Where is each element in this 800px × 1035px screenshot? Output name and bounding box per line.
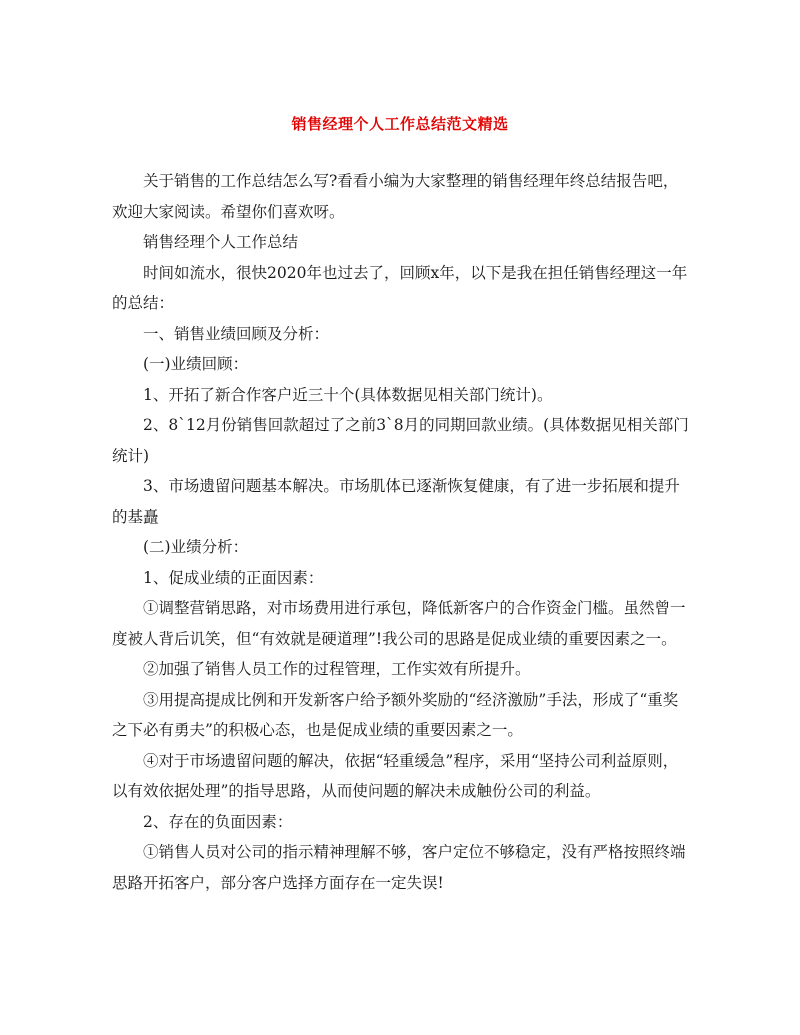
list-item: 3、市场遗留问题基本解决。市场肌体已逐渐恢复健康，有了进一步拓展和提升的基矗 (112, 477, 680, 526)
list-item: ①销售人员对公司的指示精神理解不够，客户定位不够稳定，没有严格按照终端思路开拓客户，部分客户选择方面存在一定失误! (112, 843, 686, 892)
list-item: ②加强了销售人员工作的过程管理，工作实效有所提升。 (143, 660, 531, 678)
list-heading: 2、存在的负面因素： (143, 812, 293, 831)
list-item: ④对于市场遗留问题的解决，依据“轻重缓急”程序，采用“坚持公司利益原则，以有效依据处理”的指导思路，从而使问题的解决未成触份公司的利益。 (112, 751, 679, 800)
list-heading: 1、促成业绩的正面因素： (143, 568, 324, 587)
list-item: 2、8`12月份销售回款超过了之前3`8月的同期回款业绩。(具体数据见相关部门统计) (112, 416, 689, 465)
list-item: ③用提高提成比例和开发新客户给予额外奖励的“经济激励”手法，形成了“重奖之下必有勇夫”的积极心态，也是促成业绩的重要因素之一。 (112, 690, 679, 739)
list-item: ①调整营销思路，对市场费用进行承包，降低新客户的合作资金门槛。虽然曾一度被人背后讥笑，但“有效就是硬道理”!我公司的思路是促成业绩的重要因素之一。 (112, 599, 686, 648)
list-item: 1、开拓了新合作客户近三十个(具体数据见相关部门统计)。 (143, 385, 553, 404)
paragraph-intro: 关于销售的工作总结怎么写?看看小编为大家整理的销售经理年终总结报告吧，欢迎大家阅读。希望你们喜欢呀。 (112, 172, 679, 221)
document-body (112, 166, 690, 898)
subsection-heading-1: (一)业绩回顾： (143, 355, 249, 373)
section-heading-1: 一、销售业绩回顾及分析： (143, 324, 330, 343)
paragraph-overview: 时间如流水，很快2020年也过去了，回顾x年，以下是我在担任销售经理这一年的总结： (112, 263, 688, 312)
document-title: 销售经理个人工作总结范文精选 (291, 115, 509, 133)
subsection-heading-2: (二)业绩分析： (143, 538, 249, 556)
paragraph-subtitle: 销售经理个人工作总结 (143, 233, 299, 251)
